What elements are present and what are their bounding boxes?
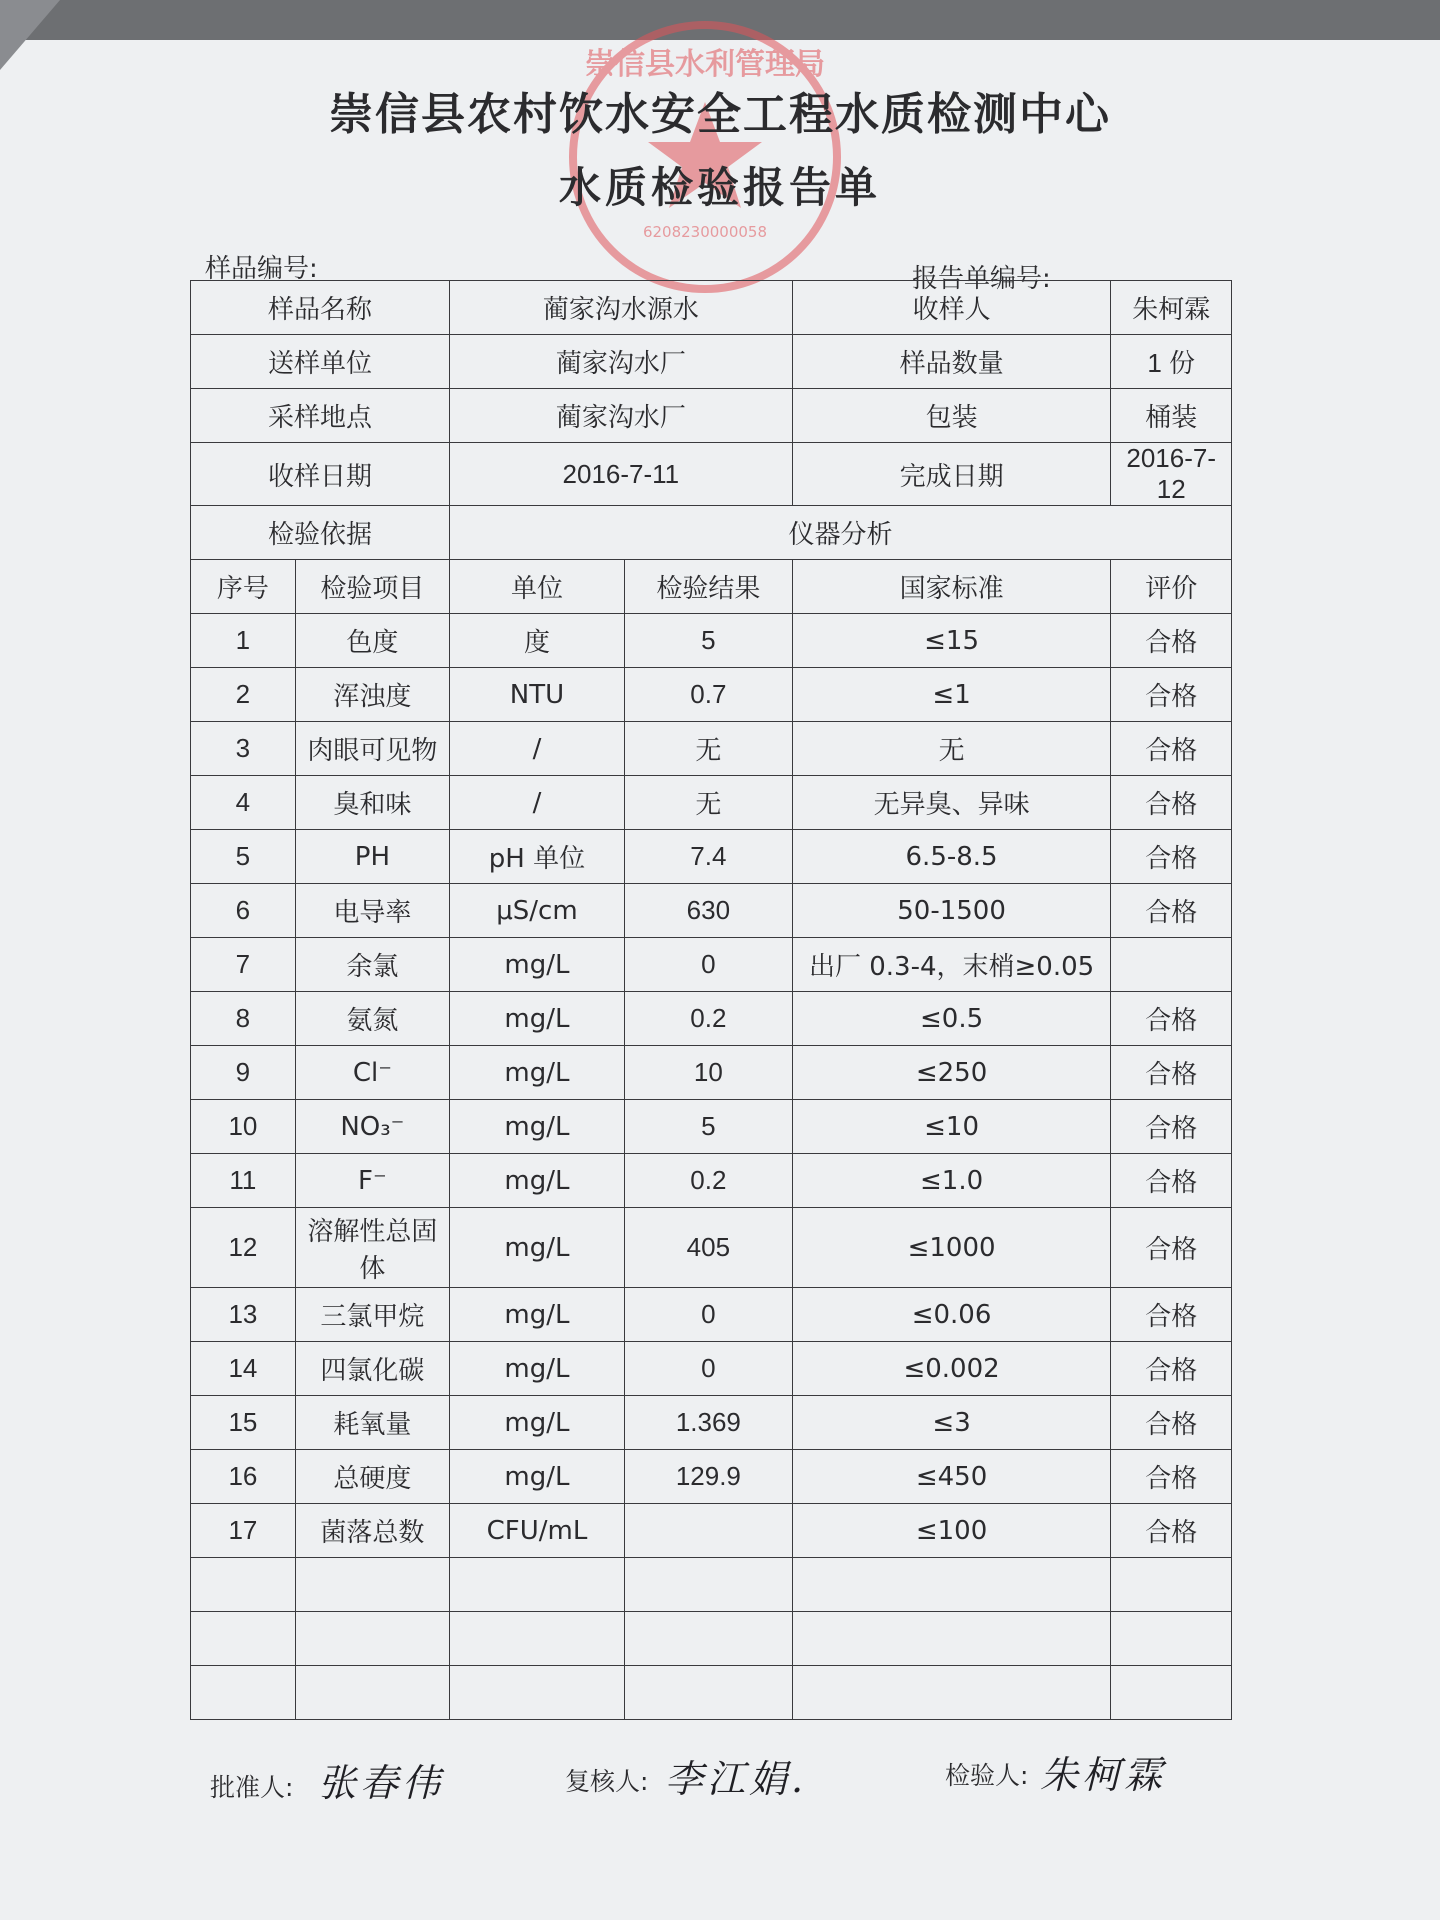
result-row xyxy=(191,992,1232,1046)
empty-cell xyxy=(1111,1666,1232,1720)
column-header: 检验结果 xyxy=(625,560,793,614)
evaluation: 合格 xyxy=(1111,1046,1232,1100)
result-row xyxy=(191,1046,1232,1100)
basis-label: 检验依据 xyxy=(191,506,450,560)
result-row xyxy=(191,1504,1232,1558)
empty-cell xyxy=(625,1666,793,1720)
unit: mg/L xyxy=(449,1450,624,1504)
column-header: 国家标准 xyxy=(792,560,1111,614)
test-item: 氨氮 xyxy=(295,992,449,1046)
column-header: 评价 xyxy=(1111,560,1232,614)
result: 405 xyxy=(625,1208,793,1288)
empty-cell xyxy=(792,1558,1111,1612)
national-standard: ≤100 xyxy=(792,1504,1111,1558)
row-number: 15 xyxy=(191,1396,296,1450)
row-number: 16 xyxy=(191,1450,296,1504)
row-number: 12 xyxy=(191,1208,296,1288)
info-label: 采样地点 xyxy=(191,389,450,443)
national-standard: ≤3 xyxy=(792,1396,1111,1450)
basis-value: 仪器分析 xyxy=(449,506,1231,560)
empty-cell xyxy=(1111,1558,1232,1612)
result-row xyxy=(191,614,1232,668)
result-row xyxy=(191,1100,1232,1154)
info-row xyxy=(191,443,1232,506)
empty-cell xyxy=(792,1666,1111,1720)
info-value: 2016-7-12 xyxy=(1111,443,1232,506)
result: 5 xyxy=(625,1100,793,1154)
empty-cell xyxy=(191,1612,296,1666)
test-item: PH xyxy=(295,830,449,884)
test-item: 浑浊度 xyxy=(295,668,449,722)
result: 无 xyxy=(625,722,793,776)
report-table xyxy=(190,280,1232,1720)
evaluation: 合格 xyxy=(1111,884,1232,938)
row-number: 9 xyxy=(191,1046,296,1100)
result: 0.2 xyxy=(625,1154,793,1208)
result: 0.2 xyxy=(625,992,793,1046)
info-row xyxy=(191,281,1232,335)
info-value: 蔺家沟水厂 xyxy=(449,335,792,389)
report-title: 水质检验报告单 xyxy=(558,163,881,212)
result: 0 xyxy=(625,938,793,992)
info-value: 桶装 xyxy=(1111,389,1232,443)
unit: mg/L xyxy=(449,1154,624,1208)
row-number: 10 xyxy=(191,1100,296,1154)
result-row xyxy=(191,884,1232,938)
result-row xyxy=(191,1450,1232,1504)
empty-row xyxy=(191,1558,1232,1612)
results-header-row xyxy=(191,560,1232,614)
empty-cell xyxy=(449,1558,624,1612)
unit: pH 单位 xyxy=(449,830,624,884)
column-header: 单位 xyxy=(449,560,624,614)
info-label: 收样人 xyxy=(792,281,1111,335)
national-standard: ≤1 xyxy=(792,668,1111,722)
empty-row xyxy=(191,1612,1232,1666)
result-row xyxy=(191,668,1232,722)
reviewer-label: 复核人: xyxy=(565,1767,649,1796)
national-standard: ≤0.5 xyxy=(792,992,1111,1046)
row-number: 17 xyxy=(191,1504,296,1558)
unit: mg/L xyxy=(449,1046,624,1100)
result-row xyxy=(191,1208,1232,1288)
evaluation: 合格 xyxy=(1111,1208,1232,1288)
result: 630 xyxy=(625,884,793,938)
evaluation xyxy=(1111,938,1232,992)
info-value: 蔺家沟水源水 xyxy=(449,281,792,335)
evaluation: 合格 xyxy=(1111,830,1232,884)
result-row xyxy=(191,1288,1232,1342)
info-label: 包装 xyxy=(792,389,1111,443)
evaluation: 合格 xyxy=(1111,1450,1232,1504)
row-number: 14 xyxy=(191,1342,296,1396)
result-row xyxy=(191,1154,1232,1208)
national-standard: ≤15 xyxy=(792,614,1111,668)
national-standard: ≤1000 xyxy=(792,1208,1111,1288)
result: 0 xyxy=(625,1288,793,1342)
unit: / xyxy=(449,722,624,776)
test-item: Cl⁻ xyxy=(295,1046,449,1100)
reviewer-signature: 李江娟. xyxy=(665,1757,808,1801)
empty-cell xyxy=(449,1666,624,1720)
unit: mg/L xyxy=(449,938,624,992)
unit: mg/L xyxy=(449,1396,624,1450)
unit: / xyxy=(449,776,624,830)
info-value: 2016-7-11 xyxy=(449,443,792,506)
result: 5 xyxy=(625,614,793,668)
empty-row xyxy=(191,1666,1232,1720)
info-value: 1 份 xyxy=(1111,335,1232,389)
result xyxy=(625,1504,793,1558)
evaluation: 合格 xyxy=(1111,776,1232,830)
info-row xyxy=(191,335,1232,389)
national-standard: 出厂 0.3-4，末梢≥0.05 xyxy=(792,938,1111,992)
evaluation: 合格 xyxy=(1111,668,1232,722)
national-standard: ≤1.0 xyxy=(792,1154,1111,1208)
report-no-label: 报告单编号: xyxy=(912,264,1051,294)
evaluation: 合格 xyxy=(1111,1288,1232,1342)
seal-code: 6208230000058 xyxy=(642,223,768,241)
test-item: 四氯化碳 xyxy=(295,1342,449,1396)
national-standard: 无异臭、异味 xyxy=(792,776,1111,830)
row-number: 2 xyxy=(191,668,296,722)
info-label: 送样单位 xyxy=(191,335,450,389)
info-row xyxy=(191,389,1232,443)
result-row xyxy=(191,722,1232,776)
row-number: 3 xyxy=(191,722,296,776)
empty-cell xyxy=(625,1558,793,1612)
unit: NTU xyxy=(449,668,624,722)
info-label: 完成日期 xyxy=(792,443,1111,506)
national-standard: 50-1500 xyxy=(792,884,1111,938)
result: 0 xyxy=(625,1342,793,1396)
test-item: NO₃⁻ xyxy=(295,1100,449,1154)
unit: mg/L xyxy=(449,1342,624,1396)
result: 0.7 xyxy=(625,668,793,722)
test-item: 溶解性总固体 xyxy=(295,1208,449,1288)
evaluation: 合格 xyxy=(1111,992,1232,1046)
empty-cell xyxy=(1111,1612,1232,1666)
empty-cell xyxy=(792,1612,1111,1666)
test-item: 电导率 xyxy=(295,884,449,938)
test-item: 色度 xyxy=(295,614,449,668)
row-number: 11 xyxy=(191,1154,296,1208)
info-row-basis xyxy=(191,506,1232,560)
test-item: 余氯 xyxy=(295,938,449,992)
result: 10 xyxy=(625,1046,793,1100)
national-standard: ≤0.06 xyxy=(792,1288,1111,1342)
empty-cell xyxy=(625,1612,793,1666)
info-label: 样品名称 xyxy=(191,281,450,335)
row-number: 4 xyxy=(191,776,296,830)
row-number: 7 xyxy=(191,938,296,992)
result-row xyxy=(191,830,1232,884)
approver-label: 批准人: xyxy=(210,1773,294,1802)
evaluation: 合格 xyxy=(1111,1504,1232,1558)
result: 1.369 xyxy=(625,1396,793,1450)
national-standard: ≤10 xyxy=(792,1100,1111,1154)
row-number: 6 xyxy=(191,884,296,938)
empty-cell xyxy=(191,1666,296,1720)
result-row xyxy=(191,776,1232,830)
approver-signature: 张春伟 xyxy=(318,1761,445,1805)
evaluation: 合格 xyxy=(1111,1396,1232,1450)
empty-cell xyxy=(295,1612,449,1666)
unit: mg/L xyxy=(449,1100,624,1154)
unit: mg/L xyxy=(449,992,624,1046)
evaluation: 合格 xyxy=(1111,1342,1232,1396)
test-item: 菌落总数 xyxy=(295,1504,449,1558)
info-value: 朱柯霖 xyxy=(1111,281,1232,335)
test-item: 耗氧量 xyxy=(295,1396,449,1450)
unit: CFU/mL xyxy=(449,1504,624,1558)
test-item: 三氯甲烷 xyxy=(295,1288,449,1342)
result-row xyxy=(191,938,1232,992)
evaluation: 合格 xyxy=(1111,722,1232,776)
info-label: 收样日期 xyxy=(191,443,450,506)
info-section xyxy=(191,281,1232,560)
row-number: 13 xyxy=(191,1288,296,1342)
empty-cell xyxy=(295,1558,449,1612)
seal-text: 崇信县水利管理局 xyxy=(585,47,825,82)
column-header: 检验项目 xyxy=(295,560,449,614)
inspector-label: 检验人: xyxy=(945,1761,1029,1790)
inspector-signature: 朱柯霖 xyxy=(1040,1753,1167,1797)
evaluation: 合格 xyxy=(1111,614,1232,668)
empty-cell xyxy=(191,1558,296,1612)
unit: μS/cm xyxy=(449,884,624,938)
national-standard: 无 xyxy=(792,722,1111,776)
national-standard: ≤250 xyxy=(792,1046,1111,1100)
results-section xyxy=(191,560,1232,1720)
info-value: 蔺家沟水厂 xyxy=(449,389,792,443)
empty-cell xyxy=(449,1612,624,1666)
national-standard: ≤450 xyxy=(792,1450,1111,1504)
unit: mg/L xyxy=(449,1288,624,1342)
evaluation: 合格 xyxy=(1111,1100,1232,1154)
test-item: 肉眼可见物 xyxy=(295,722,449,776)
empty-cell xyxy=(295,1666,449,1720)
row-number: 5 xyxy=(191,830,296,884)
test-item: 臭和味 xyxy=(295,776,449,830)
column-header: 序号 xyxy=(191,560,296,614)
row-number: 8 xyxy=(191,992,296,1046)
result: 无 xyxy=(625,776,793,830)
result: 129.9 xyxy=(625,1450,793,1504)
info-label: 样品数量 xyxy=(792,335,1111,389)
test-item: 总硬度 xyxy=(295,1450,449,1504)
result-row xyxy=(191,1396,1232,1450)
result: 7.4 xyxy=(625,830,793,884)
test-item: F⁻ xyxy=(295,1154,449,1208)
result-row xyxy=(191,1342,1232,1396)
evaluation: 合格 xyxy=(1111,1154,1232,1208)
national-standard: 6.5-8.5 xyxy=(792,830,1111,884)
org-title: 崇信县农村饮水安全工程水质检测中心 xyxy=(329,89,1111,140)
national-standard: ≤0.002 xyxy=(792,1342,1111,1396)
sample-no-label: 样品编号: xyxy=(205,254,318,284)
page-corner xyxy=(0,0,60,70)
row-number: 1 xyxy=(191,614,296,668)
unit: mg/L xyxy=(449,1208,624,1288)
unit: 度 xyxy=(449,614,624,668)
